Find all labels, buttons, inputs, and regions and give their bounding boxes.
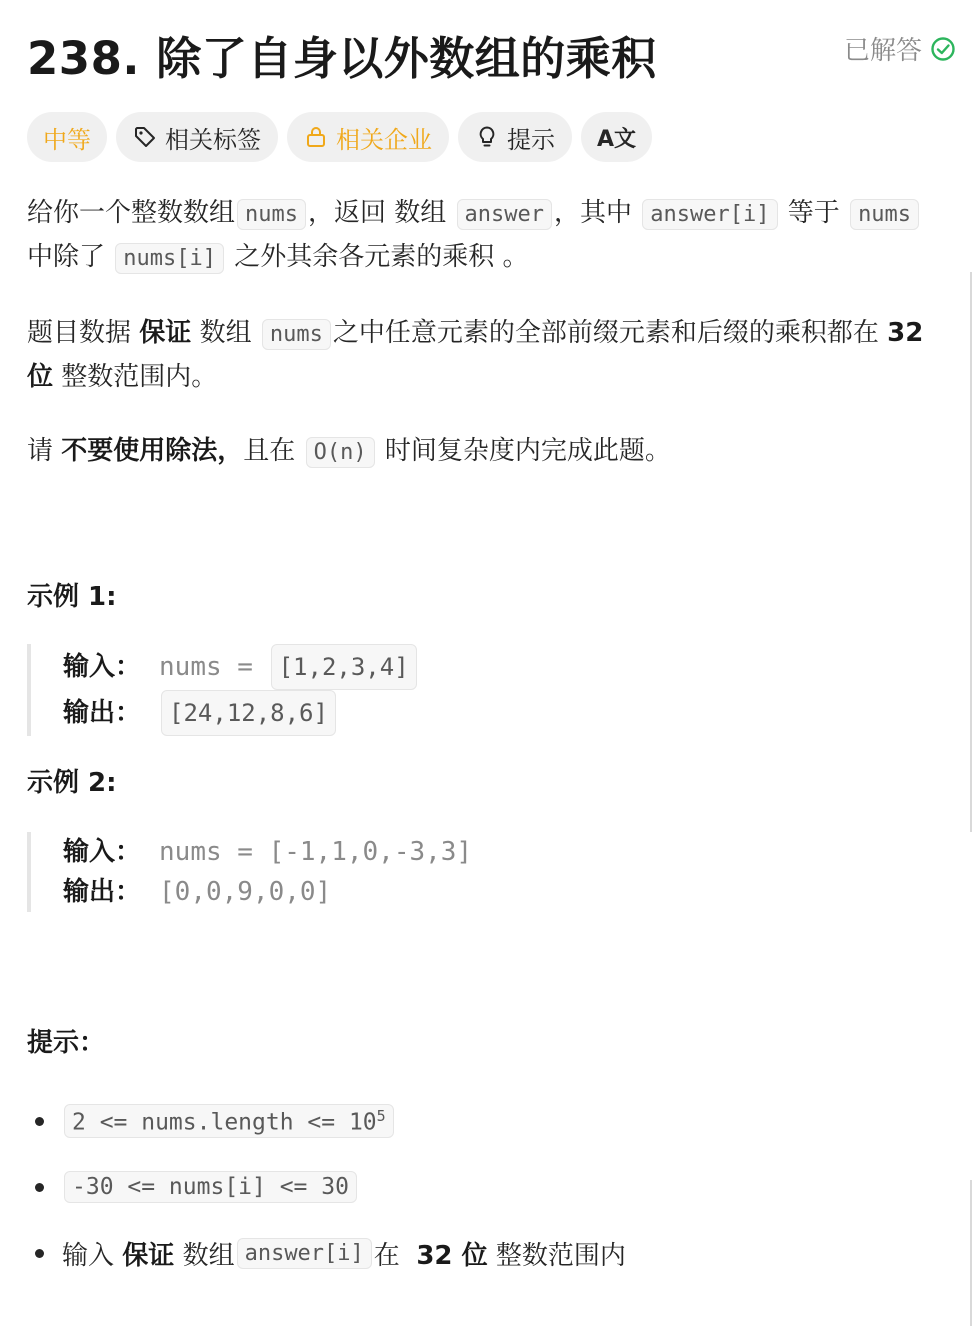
text: 整数范围内: [495, 1240, 626, 1271]
bold-text: 保证: [122, 1240, 175, 1271]
lock-icon: [304, 125, 328, 149]
example-input-row: [63, 832, 472, 872]
inline-code: [64, 1104, 394, 1139]
input-prefix: nums =: [159, 652, 269, 682]
text: 输入: [62, 1240, 115, 1271]
text: 数组: [182, 1240, 235, 1271]
input-label: 输入：: [63, 837, 142, 867]
bold-text: 保证: [139, 318, 192, 348]
text: 且在: [243, 436, 296, 466]
constraint-item: [27, 1154, 626, 1220]
inline-code: nums[i]: [115, 243, 224, 274]
output-value: [0,0,9,0,0]: [159, 877, 332, 907]
text: 题目数据: [27, 318, 132, 348]
tag-icon: [133, 125, 157, 149]
inline-code: -30 <= nums[i] <= 30: [64, 1171, 357, 1203]
bold-text: 不要使用除法，: [61, 436, 244, 466]
language-toggle-button[interactable]: [581, 112, 652, 162]
description-paragraph-2: [27, 312, 942, 398]
text: 给你一个整数数组: [27, 198, 236, 228]
related-tags-button[interactable]: [116, 112, 278, 162]
inline-code: nums: [262, 319, 331, 350]
text: 在: [373, 1240, 400, 1271]
inline-code: nums: [850, 199, 919, 230]
constraint-item: [27, 1220, 626, 1286]
description-paragraph-1: [27, 192, 942, 280]
inline-code: answer[i]: [642, 199, 777, 230]
hint-button[interactable]: [458, 112, 572, 162]
text: ，返回 数组: [308, 198, 447, 228]
inline-code: answer: [457, 199, 552, 230]
example-input-row: [63, 644, 419, 690]
constraints-title: 提示：: [27, 1028, 106, 1058]
bold-text: 32 位: [27, 318, 924, 392]
text: 数组: [199, 318, 252, 348]
output-value: [24,12,8,6]: [161, 690, 336, 736]
inline-code: O(n): [306, 437, 375, 468]
check-circle-icon: [930, 36, 956, 62]
related-companies-button[interactable]: [287, 112, 449, 162]
bullet: [35, 1117, 44, 1126]
hint-label: 提示: [507, 125, 555, 154]
related-companies-label: 相关企业: [336, 125, 432, 154]
text: 之外其余各元素的乘积 。: [234, 242, 529, 272]
solved-label: 已解答: [843, 36, 922, 66]
input-value: [1,2,3,4]: [271, 644, 417, 690]
text: 中除了: [27, 242, 106, 272]
text: ，其中: [554, 198, 633, 228]
bullet: [35, 1249, 44, 1258]
text: 之中任意元素的全部前缀元素和后缀的乘积都在: [332, 318, 879, 348]
example-2-block: [27, 832, 472, 912]
solved-status: [844, 30, 956, 67]
constraint-item: [27, 1088, 626, 1154]
example-2-title: 示例 2:: [27, 768, 117, 798]
input-value: [-1,1,0,-3,3]: [268, 837, 473, 867]
example-1-title: 示例 1:: [27, 582, 117, 612]
input-label: 输入：: [63, 652, 142, 682]
text: 等于: [787, 198, 840, 228]
text: 时间复杂度内完成此题。: [384, 436, 671, 466]
difficulty-badge[interactable]: [27, 112, 107, 162]
inline-code: answer[i]: [237, 1238, 372, 1269]
text: 整数范围内。: [61, 362, 218, 392]
problem-description: [27, 192, 942, 506]
exponent: 5: [376, 1106, 386, 1125]
constraint-code: 2 <= nums.length <= 10: [72, 1109, 377, 1136]
difficulty-label: 中等: [43, 125, 91, 154]
example-output-row: [63, 872, 472, 912]
constraints-list: [27, 1088, 626, 1286]
related-tags-label: 相关标签: [165, 125, 261, 154]
tag-bar: [27, 112, 652, 162]
output-label: 输出：: [63, 877, 142, 907]
bullet: [35, 1183, 44, 1192]
inline-code: nums: [237, 199, 306, 230]
output-label: 输出：: [63, 698, 142, 728]
example-1-block: [27, 644, 419, 736]
problem-header: [27, 0, 972, 100]
input-prefix: nums =: [159, 837, 269, 867]
translate-icon: A文: [597, 126, 637, 152]
description-paragraph-3: [27, 430, 942, 474]
lightbulb-icon: [475, 125, 499, 149]
problem-title: 238. 除了自身以外数组的乘积: [27, 32, 657, 85]
text: 请: [27, 436, 54, 466]
bold-text: 32 位: [416, 1240, 488, 1271]
example-output-row: [63, 690, 419, 736]
